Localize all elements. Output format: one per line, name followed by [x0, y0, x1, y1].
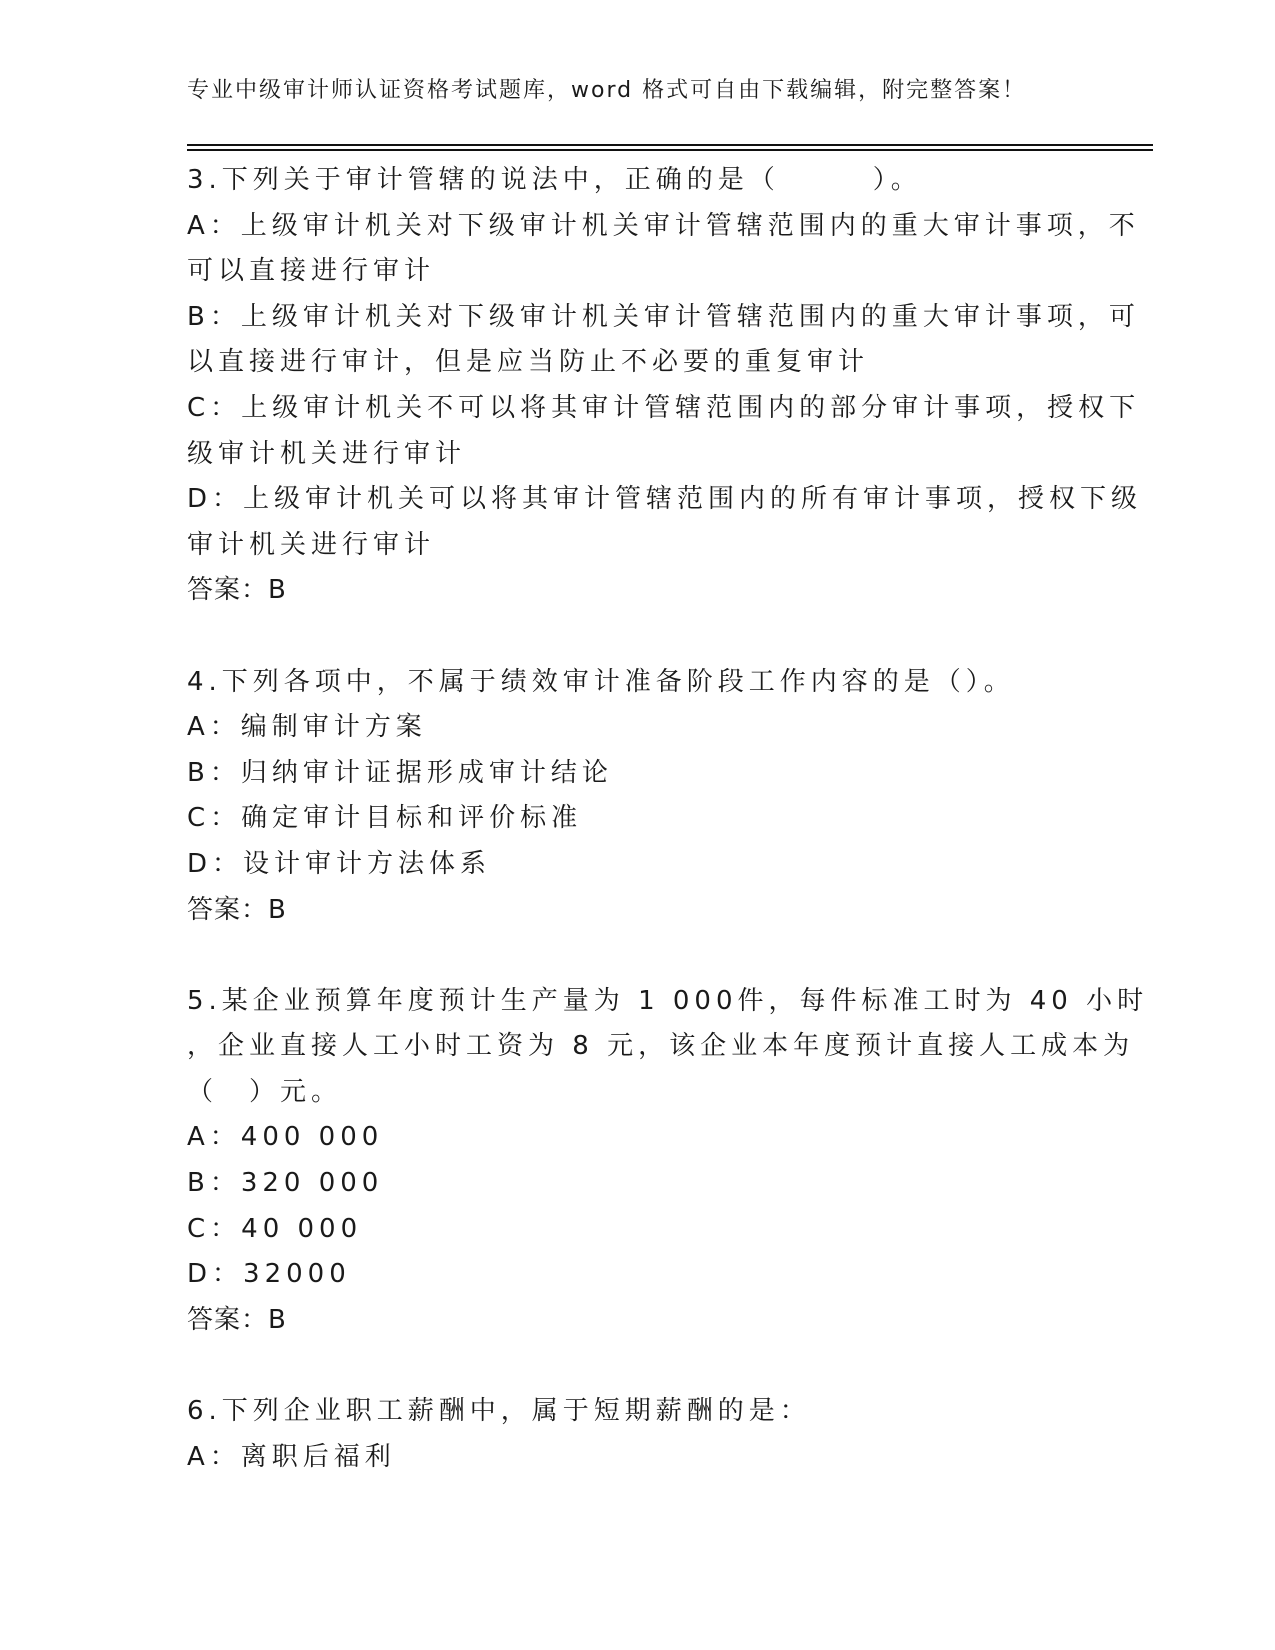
option-d — [187, 477, 1143, 568]
answer-line: 答案：B — [187, 575, 287, 606]
option-a: A：离职后福利 — [187, 1441, 396, 1472]
spacer — [187, 933, 1087, 979]
option-b: B：归纳审计证据形成审计结论 — [187, 757, 613, 788]
header-rule-top — [187, 144, 1153, 146]
option-text: A：上级审计机关对下级审计机关审计管辖范围内的重大审计事项，不 — [187, 210, 1140, 241]
answer-line: 答案：B — [187, 894, 287, 925]
question-5 — [187, 979, 1149, 1344]
question-3 — [187, 158, 1143, 614]
header-rule-bottom — [187, 149, 1153, 151]
question-stem: 6.下列企业职工薪酬中，属于短期薪酬的是： — [187, 1396, 811, 1427]
spacer — [187, 614, 1087, 660]
option-text: D：上级审计机关可以将其审计管辖范围内的所有审计事项，授权下级 — [187, 484, 1143, 515]
option-text: 审计机关进行审计 — [187, 529, 436, 560]
option-text: 以直接进行审计，但是应当防止不必要的重复审计 — [187, 347, 870, 378]
question-stem: （ ）元。 — [187, 1076, 343, 1107]
option-b: B：320 000 — [187, 1168, 384, 1199]
option-a: A：编制审计方案 — [187, 712, 427, 743]
question-stem: 4.下列各项中，不属于绩效审计准备阶段工作内容的是（）。 — [187, 666, 1015, 697]
spacer — [187, 1343, 1087, 1389]
question-6 — [187, 1389, 1087, 1480]
option-c — [187, 386, 1141, 477]
question-list — [187, 158, 1149, 1480]
document-header: 专业中级审计师认证资格考试题库，word 格式可自由下载编辑，附完整答案！ — [187, 78, 1027, 103]
option-text: 可以直接进行审计 — [187, 256, 436, 287]
option-d: D：32000 — [187, 1259, 351, 1290]
question-stem: 3.下列关于审计管辖的说法中，正确的是（ ）。 — [187, 165, 922, 195]
option-text: B：上级审计机关对下级审计机关审计管辖范围内的重大审计事项，可 — [187, 301, 1140, 332]
option-a — [187, 204, 1140, 295]
answer-line: 答案：B — [187, 1304, 287, 1335]
option-text: C：上级审计机关不可以将其审计管辖范围内的部分审计事项，授权下 — [187, 392, 1141, 423]
question-4 — [187, 660, 1087, 934]
option-b — [187, 295, 1140, 386]
option-text: 级审计机关进行审计 — [187, 438, 467, 469]
question-stem: 5.某企业预算年度预计生产量为 1 000件，每件标准工时为 40 小时 — [187, 985, 1149, 1016]
option-c: C：40 000 — [187, 1213, 363, 1244]
option-d: D：设计审计方法体系 — [187, 848, 492, 879]
option-a: A：400 000 — [187, 1122, 384, 1153]
option-c: C：确定审计目标和评价标准 — [187, 803, 583, 834]
question-stem: ，企业直接人工小时工资为 8 元，该企业本年度预计直接人工成本为 — [187, 1031, 1135, 1062]
